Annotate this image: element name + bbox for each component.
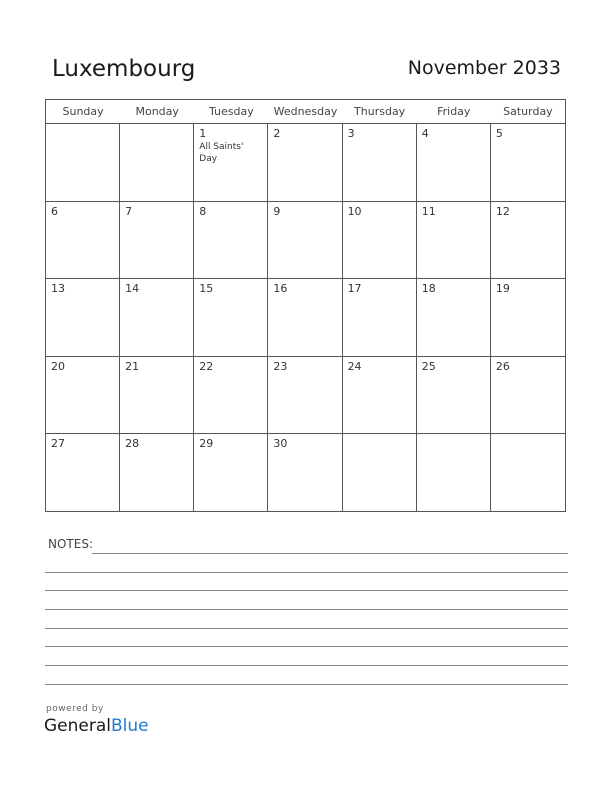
- day-cell: [120, 202, 194, 279]
- logo-general-text: General: [44, 716, 111, 736]
- day-cell: [194, 202, 268, 279]
- logo-blue-text: Blue: [111, 716, 149, 736]
- day-number: 10: [347, 204, 362, 218]
- day-cell: [417, 202, 491, 279]
- day-number: 4: [421, 127, 429, 140]
- day-cell: [194, 279, 268, 356]
- day-cell: [417, 434, 491, 512]
- day-number: 25: [421, 359, 436, 373]
- day-number: 11: [421, 204, 436, 218]
- day-cell: [46, 279, 120, 356]
- day-number: 27: [51, 437, 65, 451]
- generalblue-logo: [44, 716, 149, 736]
- day-cell: [194, 357, 268, 434]
- week-row: [46, 202, 565, 280]
- week-row: [46, 279, 565, 357]
- week-row: [46, 124, 565, 202]
- day-cell: [417, 279, 491, 356]
- day-cell: [268, 279, 342, 356]
- day-cell: [268, 124, 342, 201]
- day-number: 30: [273, 437, 288, 451]
- day-cell: [491, 279, 565, 356]
- day-number: 7: [125, 204, 133, 218]
- week-row: [46, 357, 565, 435]
- weekday-thursday: Thursday: [354, 105, 406, 118]
- day-cell: [46, 124, 120, 201]
- day-number: 18: [421, 282, 436, 296]
- day-number: 21: [125, 359, 140, 373]
- note-line: [45, 572, 568, 573]
- day-number: 29: [199, 437, 214, 451]
- weekday-sunday: Sunday: [62, 105, 104, 118]
- day-number: 14: [125, 282, 140, 296]
- day-number: 12: [495, 204, 510, 218]
- day-number: 5: [495, 127, 503, 140]
- weekday-tuesday: Tuesday: [208, 105, 254, 118]
- note-line: [45, 590, 568, 591]
- day-number: 28: [125, 437, 140, 451]
- day-number: 8: [199, 204, 207, 218]
- note-line: [92, 553, 568, 554]
- day-number: 3: [347, 127, 355, 140]
- day-number: 22: [199, 359, 214, 373]
- note-line: [45, 628, 568, 629]
- day-cell: [194, 124, 268, 201]
- day-cell: [417, 124, 491, 201]
- day-cell: [194, 434, 268, 512]
- weekday-monday: Monday: [135, 105, 179, 118]
- weekday-friday: Friday: [437, 105, 471, 118]
- note-line: [45, 665, 568, 666]
- day-number: 13: [51, 282, 65, 296]
- day-cell: [343, 279, 417, 356]
- day-cell: [120, 434, 194, 512]
- day-cell: [120, 124, 194, 201]
- country-title: Luxembourg: [52, 56, 196, 82]
- month-year-title: November 2033: [407, 57, 561, 79]
- day-cell: [268, 202, 342, 279]
- calendar-grid: [45, 99, 566, 512]
- note-line: [45, 684, 568, 685]
- day-cell: [120, 357, 194, 434]
- day-cell: [417, 357, 491, 434]
- notes-label: NOTES:: [48, 537, 93, 551]
- day-cell: [491, 202, 565, 279]
- day-cell: [491, 434, 565, 512]
- day-number: 20: [51, 359, 65, 373]
- note-line: [45, 609, 568, 610]
- holiday-label: All Saints' Day: [199, 142, 244, 164]
- day-number: 19: [495, 282, 510, 296]
- day-cell: [343, 357, 417, 434]
- day-cell: [120, 279, 194, 356]
- day-number: 24: [347, 359, 362, 373]
- day-cell: [491, 357, 565, 434]
- day-number: 9: [273, 204, 281, 218]
- day-cell: [343, 202, 417, 279]
- day-number: 1: [199, 127, 207, 140]
- day-number: 26: [495, 359, 510, 373]
- day-number: 16: [273, 282, 288, 296]
- day-cell: [343, 124, 417, 201]
- day-cell: [46, 434, 120, 512]
- day-cell: [46, 202, 120, 279]
- day-number: 2: [273, 127, 281, 140]
- weekday-header-row: [46, 100, 565, 124]
- day-number: 23: [273, 359, 288, 373]
- day-number: 17: [347, 282, 362, 296]
- day-cell: [268, 434, 342, 512]
- day-number: 15: [199, 282, 214, 296]
- day-number: 6: [51, 204, 58, 218]
- weekday-wednesday: Wednesday: [273, 105, 338, 118]
- weekday-saturday: Saturday: [503, 105, 553, 118]
- day-cell: [491, 124, 565, 201]
- day-cell: [343, 434, 417, 512]
- note-line: [45, 646, 568, 647]
- day-cell: [268, 357, 342, 434]
- powered-by-text: powered by: [46, 704, 104, 714]
- day-cell: [46, 357, 120, 434]
- week-row: [46, 434, 565, 512]
